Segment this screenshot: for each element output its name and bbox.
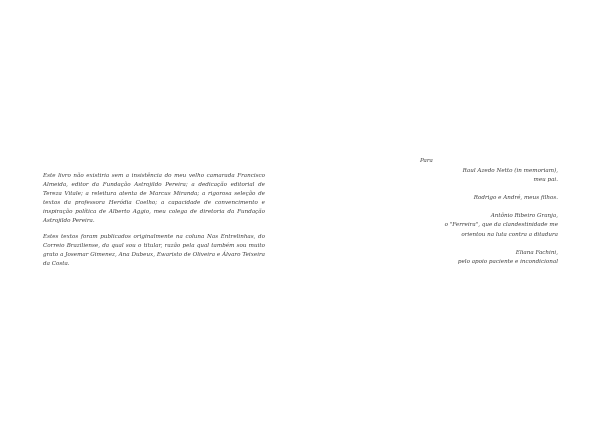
dedication-line: Eliana Fachini, bbox=[515, 249, 558, 256]
dedication-line: pelo apoio paciente e incondicional bbox=[457, 258, 558, 265]
dedication-line: meu pai. bbox=[533, 177, 558, 184]
dedication bbox=[420, 157, 558, 267]
acknowledgement-paragraph-1: Este livro não existiria sem a insistência do meu velho camarada Francisco Almeida, editor da Fundação Astrojildo Pereira; a dedicação editorial de Tereza Vitale; a releitura atenta de Marcus Miranda; a rigorosa seleção de textos da professora Heródia Coelho; a capacidade de convencimento e inspiração política de Alberto Aggio, meu colega de diretoria da Fundação Astrojildo Pereira. bbox=[43, 173, 265, 225]
dedication-para-label: Para bbox=[420, 158, 433, 164]
dedication-line: o "Ferreira", que da clandestinidade me bbox=[444, 222, 558, 229]
dedication-line: orientou na luta contra a ditadura bbox=[461, 231, 558, 238]
acknowledgements bbox=[43, 172, 265, 275]
acknowledgement-paragraph-2: Estes textos foram publicados originalmente na coluna Nas Entrelinhas, do Correio Braziliense, da qual sou o titular, razão pela qual também sou muito grato a Josemar Gimenez, Ana Dubeux, Ewaristo de Oliveira e Álvaro Teixeira da Costa. bbox=[43, 233, 265, 267]
dedication-line: Raul Azedo Netto (in memoriam), bbox=[462, 168, 558, 175]
dedication-line: Rodrigo e André, meus filhos. bbox=[473, 195, 558, 202]
dedication-line: Antônio Ribeiro Granja, bbox=[490, 213, 558, 220]
